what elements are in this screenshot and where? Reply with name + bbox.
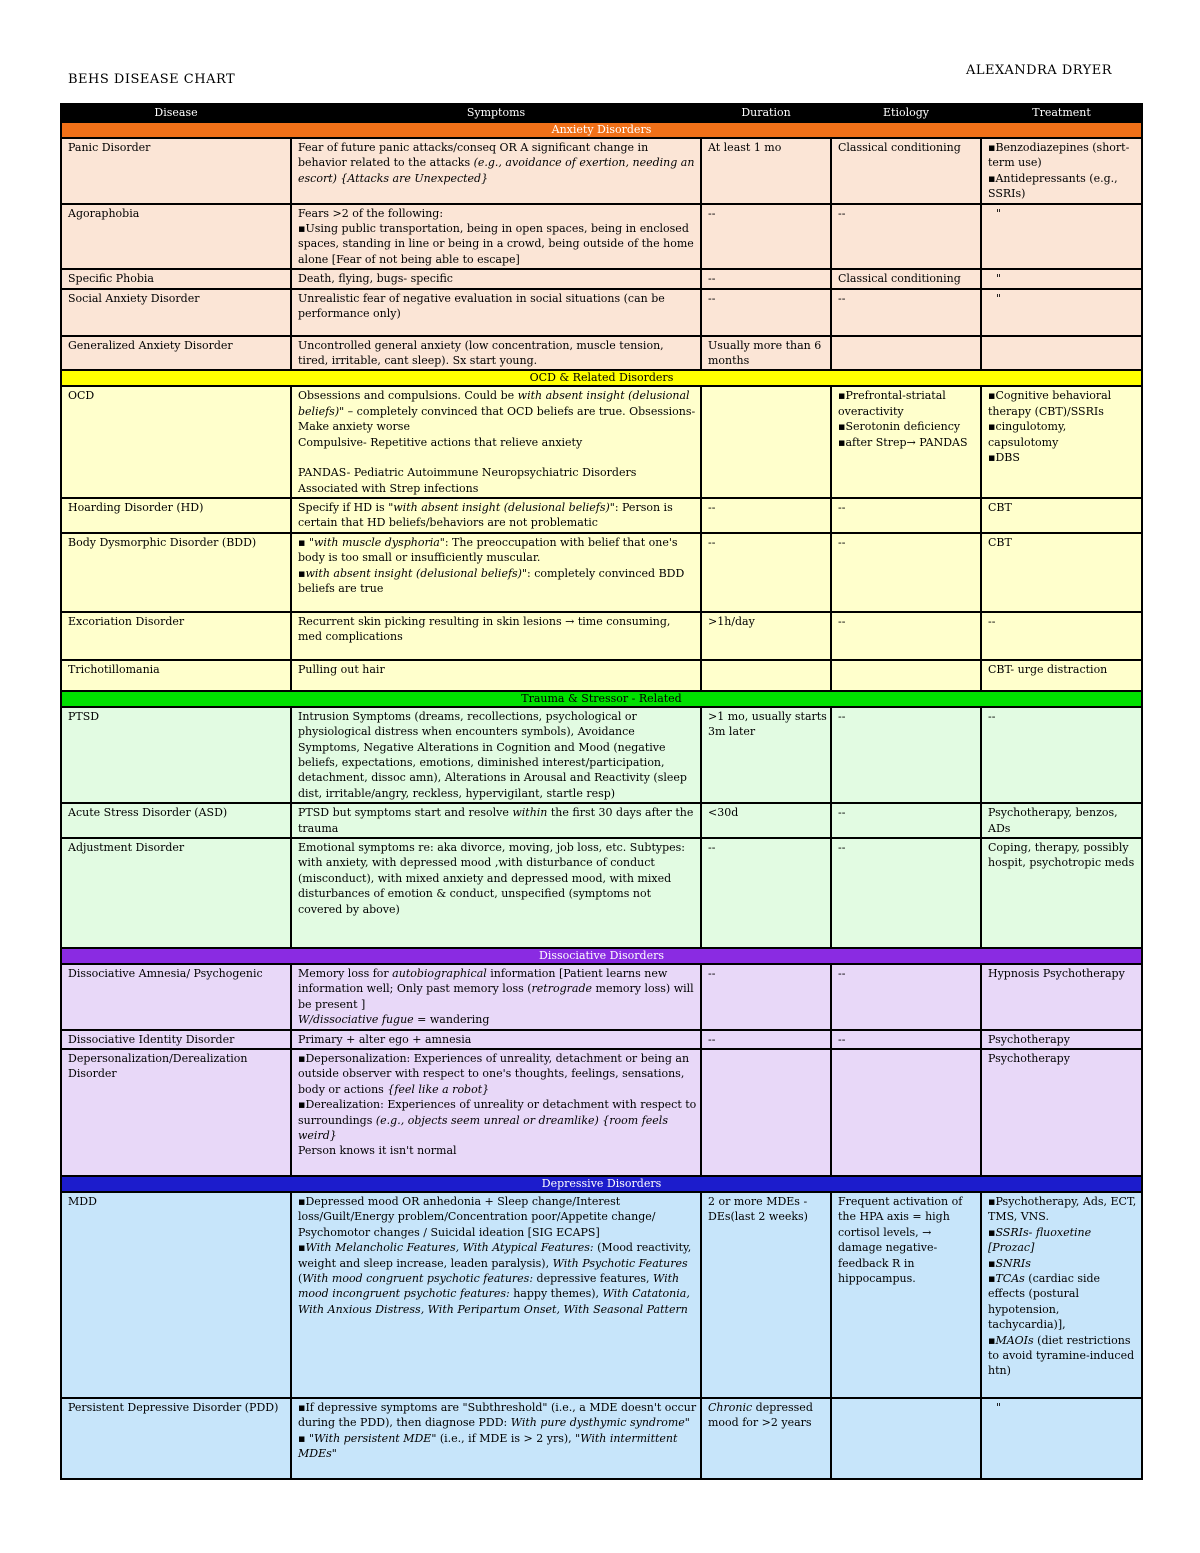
section-row-dissociative: [61, 948, 1142, 964]
duration-cell: --: [701, 838, 831, 948]
etiology-cell: --: [831, 1030, 981, 1049]
col-header-etiology: Etiology: [831, 104, 981, 122]
table-row: [61, 269, 1142, 288]
table-row: [61, 707, 1142, 803]
duration-cell: [701, 1049, 831, 1176]
author-name: ALEXANDRA DRYER: [966, 63, 1112, 78]
etiology-cell: [831, 336, 981, 371]
symptoms-cell: Specify if HD is "with absent insight (delusional beliefs)": Person is certain that HD beliefs/behaviors are not problematic: [291, 498, 701, 533]
section-title: Dissociative Disorders: [61, 948, 1142, 964]
symptoms-cell: Death, flying, bugs- specific: [291, 269, 701, 288]
treatment-cell: --: [981, 707, 1142, 803]
treatment-cell: ▪Psychotherapy, Ads, ECT, TMS, VNS. ▪SSRIs- fluoxetine [Prozac] ▪SNRIs ▪TCAs (cardiac side effects (postural hypotension, tachycardia)], ▪MAOIs (diet restrictions to avoid tyramine-induced htn): [981, 1192, 1142, 1398]
symptoms-cell: Recurrent skin picking resulting in skin lesions → time consuming, med complications: [291, 612, 701, 660]
disease-cell: Depersonalization/Derealization Disorder: [61, 1049, 291, 1176]
duration-cell: --: [701, 533, 831, 612]
table-row: [61, 498, 1142, 533]
disease-cell: Dissociative Identity Disorder: [61, 1030, 291, 1049]
table-row: [61, 803, 1142, 838]
section-row-trauma: [61, 691, 1142, 707]
etiology-cell: [831, 1398, 981, 1479]
disease-cell: Adjustment Disorder: [61, 838, 291, 948]
treatment-cell: Psychotherapy: [981, 1030, 1142, 1049]
symptoms-cell: Intrusion Symptoms (dreams, recollections, psychological or physiological distress when encounters symbols), Avoidance Symptoms, Negative Alterations in Cognition and Mood (negative beliefs, expectations, emotions, diminished interest/participation, detachment, dissoc amn), Alterations in Arousal and Reactivity (sleep dist, irritable/angry, reckless, hypervigilant, startle resp): [291, 707, 701, 803]
duration-cell: Usually more than 6 months: [701, 336, 831, 371]
disease-cell: Hoarding Disorder (HD): [61, 498, 291, 533]
table-row: [61, 336, 1142, 371]
etiology-cell: --: [831, 533, 981, 612]
disease-cell: Specific Phobia: [61, 269, 291, 288]
section-row-depressive: [61, 1176, 1142, 1192]
etiology-cell: --: [831, 612, 981, 660]
duration-cell: Chronic depressed mood for >2 years: [701, 1398, 831, 1479]
duration-cell: --: [701, 269, 831, 288]
disease-cell: Dissociative Amnesia/ Psychogenic: [61, 964, 291, 1030]
etiology-cell: Classical conditioning: [831, 138, 981, 204]
disease-cell: Social Anxiety Disorder: [61, 289, 291, 336]
symptoms-cell: Uncontrolled general anxiety (low concentration, muscle tension, tired, irritable, cant sleep). Sx start young.: [291, 336, 701, 371]
symptoms-cell: Memory loss for autobiographical information [Patient learns new information well; Only past memory loss (retrograde memory loss) will be present ] W/dissociative fugue = wandering: [291, 964, 701, 1030]
symptoms-cell: PTSD but symptoms start and resolve within the first 30 days after the trauma: [291, 803, 701, 838]
table-row: [61, 386, 1142, 497]
duration-cell: >1h/day: [701, 612, 831, 660]
duration-cell: --: [701, 289, 831, 336]
symptoms-cell: Fear of future panic attacks/conseq OR A significant change in behavior related to the attacks (e.g., avoidance of exertion, needing an escort) {Attacks are Unexpected}: [291, 138, 701, 204]
etiology-cell: Classical conditioning: [831, 269, 981, 288]
symptoms-cell: ▪Depressed mood OR anhedonia + Sleep change/Interest loss/Guilt/Energy problem/Concentration poor/Appetite change/ Psychomotor changes / Suicidal ideation [SIG ECAPS] ▪With Melancholic Features, With Atypical Features: (Mood reactivity, weight and sleep increase, leaden paralysis), With Psychotic Features (With mood congruent psychotic features: depressive features, With mood incongruent psychotic features: happy themes), With Catatonia, With Anxious Distress, With Peripartum Onset, With Seasonal Pattern: [291, 1192, 701, 1398]
treatment-cell: ▪Benzodiazepines (short-term use) ▪Antidepressants (e.g., SSRIs): [981, 138, 1142, 204]
duration-cell: --: [701, 204, 831, 270]
table-row: [61, 138, 1142, 204]
symptoms-cell: ▪If depressive symptoms are "Subthreshold" (i.e., a MDE doesn't occur during the PDD), then diagnose PDD: With pure dysthymic syndrome" ▪ "With persistent MDE" (i.e., if MDE is > 2 yrs), "With intermittent MDEs": [291, 1398, 701, 1479]
treatment-cell: --: [981, 612, 1142, 660]
section-title: Depressive Disorders: [61, 1176, 1142, 1192]
symptoms-cell: Unrealistic fear of negative evaluation in social situations (can be performance only): [291, 289, 701, 336]
duration-cell: --: [701, 498, 831, 533]
disease-cell: Acute Stress Disorder (ASD): [61, 803, 291, 838]
treatment-cell: ": [981, 289, 1142, 336]
duration-cell: [701, 660, 831, 691]
treatment-cell: ": [981, 269, 1142, 288]
disease-cell: PTSD: [61, 707, 291, 803]
section-row-anxiety: [61, 122, 1142, 138]
table-row: [61, 964, 1142, 1030]
section-title: OCD & Related Disorders: [61, 370, 1142, 386]
duration-cell: --: [701, 1030, 831, 1049]
duration-cell: [701, 386, 831, 497]
etiology-cell: [831, 1049, 981, 1176]
duration-cell: 2 or more MDEs - DEs(last 2 weeks): [701, 1192, 831, 1398]
disease-cell: Body Dysmorphic Disorder (BDD): [61, 533, 291, 612]
table-row: [61, 1049, 1142, 1176]
treatment-cell: CBT- urge distraction: [981, 660, 1142, 691]
duration-cell: <30d: [701, 803, 831, 838]
symptoms-cell: ▪ "with muscle dysphoria": The preoccupation with belief that one's body is too small or insufficiently muscular. ▪with absent insight (delusional beliefs)": completely convinced BDD beliefs are true: [291, 533, 701, 612]
chart-title: BEHS DISEASE CHART: [68, 72, 236, 87]
disease-cell: OCD: [61, 386, 291, 497]
etiology-cell: --: [831, 498, 981, 533]
symptoms-cell: Emotional symptoms re: aka divorce, moving, job loss, etc. Subtypes: with anxiety, with depressed mood ,with disturbance of conduct (misconduct), with mixed anxiety and depressed mood, with mixed disturbances of emotion & conduct, unspecified (symptoms not covered by above): [291, 838, 701, 948]
section-title: Anxiety Disorders: [61, 122, 1142, 138]
table-row: [61, 1030, 1142, 1049]
disease-cell: Agoraphobia: [61, 204, 291, 270]
col-header-symptoms: Symptoms: [291, 104, 701, 122]
duration-cell: >1 mo, usually starts 3m later: [701, 707, 831, 803]
section-row-ocd: [61, 370, 1142, 386]
etiology-cell: --: [831, 838, 981, 948]
treatment-cell: CBT: [981, 533, 1142, 612]
symptoms-cell: Primary + alter ego + amnesia: [291, 1030, 701, 1049]
treatment-cell: ": [981, 1398, 1142, 1479]
disease-cell: Trichotillomania: [61, 660, 291, 691]
symptoms-cell: ▪Depersonalization: Experiences of unreality, detachment or being an outside observer with respect to one's thoughts, feelings, sensations, body or actions {feel like a robot} ▪Derealization: Experiences of unreality or detachment with respect to surroundings (e.g., objects seem unreal or dreamlike) {room feels weird} Person knows it isn't normal: [291, 1049, 701, 1176]
header-row: [61, 104, 1142, 122]
etiology-cell: Frequent activation of the HPA axis = high cortisol levels, → damage negative-feedback R in hippocampus.: [831, 1192, 981, 1398]
disease-cell: Generalized Anxiety Disorder: [61, 336, 291, 371]
etiology-cell: --: [831, 803, 981, 838]
treatment-cell: ▪Cognitive behavioral therapy (CBT)/SSRIs ▪cingulotomy, capsulotomy ▪DBS: [981, 386, 1142, 497]
symptoms-cell: Obsessions and compulsions. Could be with absent insight (delusional beliefs)" – completely convinced that OCD beliefs are true. Obsessions- Make anxiety worse Compulsive- Repetitive actions that relieve anxiety PANDAS- Pediatric Autoimmune Neuropsychiatric Disorders Associated with Strep infections: [291, 386, 701, 497]
etiology-cell: ▪Prefrontal-striatal overactivity ▪Serotonin deficiency ▪after Strep→ PANDAS: [831, 386, 981, 497]
table-row: [61, 1398, 1142, 1479]
table-row: [61, 204, 1142, 270]
table-row: [61, 838, 1142, 948]
disease-cell: Persistent Depressive Disorder (PDD): [61, 1398, 291, 1479]
etiology-cell: --: [831, 289, 981, 336]
table-row: [61, 612, 1142, 660]
treatment-cell: ": [981, 204, 1142, 270]
treatment-cell: CBT: [981, 498, 1142, 533]
treatment-cell: [981, 336, 1142, 371]
etiology-cell: [831, 660, 981, 691]
symptoms-cell: Fears >2 of the following: ▪Using public transportation, being in open spaces, being in enclosed spaces, standing in line or being in a crowd, being outside of the home alone [Fear of not being able to escape]: [291, 204, 701, 270]
disease-cell: Excoriation Disorder: [61, 612, 291, 660]
disease-cell: MDD: [61, 1192, 291, 1398]
duration-cell: --: [701, 964, 831, 1030]
disease-cell: Panic Disorder: [61, 138, 291, 204]
table-row: [61, 289, 1142, 336]
etiology-cell: --: [831, 964, 981, 1030]
table-row: [61, 533, 1142, 612]
treatment-cell: Hypnosis Psychotherapy: [981, 964, 1142, 1030]
etiology-cell: --: [831, 707, 981, 803]
symptoms-cell: Pulling out hair: [291, 660, 701, 691]
treatment-cell: Psychotherapy, benzos, ADs: [981, 803, 1142, 838]
col-header-disease: Disease: [61, 104, 291, 122]
table-row: [61, 660, 1142, 691]
col-header-duration: Duration: [701, 104, 831, 122]
disease-chart-table: [60, 103, 1143, 1480]
treatment-cell: Coping, therapy, possibly hospit, psychotropic meds: [981, 838, 1142, 948]
section-title: Trauma & Stressor - Related: [61, 691, 1142, 707]
col-header-treatment: Treatment: [981, 104, 1142, 122]
treatment-cell: Psychotherapy: [981, 1049, 1142, 1176]
duration-cell: At least 1 mo: [701, 138, 831, 204]
table-row: [61, 1192, 1142, 1398]
etiology-cell: --: [831, 204, 981, 270]
